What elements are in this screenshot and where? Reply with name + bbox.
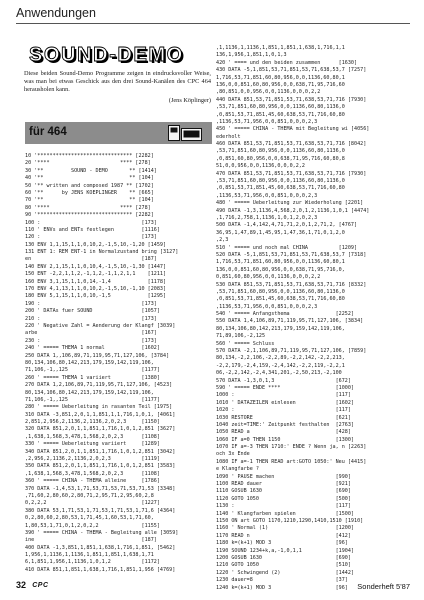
listing-line: 470 DATA 851,53,71,851,53,71,638,53,71,716 [7930] bbox=[216, 170, 367, 177]
listing-line: 130 ENV 1,1,15,1,1,0,10,2,-1,5,10,-1,20 [1459] bbox=[25, 241, 167, 248]
listing-line: 70 '** ** [104] bbox=[25, 197, 154, 204]
listing-line: ,1,638,1,568,3,478,1,568,2,0,2,3 [1108] bbox=[25, 470, 160, 477]
listing-line: ,0,851,53,71,851,45,60,638,53,71,716,60,80 bbox=[216, 185, 345, 192]
listing-line: e Klangfarbe ? bbox=[216, 466, 259, 473]
listing-line: 36,95,1,47,89,1,45,95,1,47,36,1,71,0,1,2,0 bbox=[216, 229, 345, 236]
listing-line: 1140 ' Klangfarben spielen [1500] bbox=[216, 510, 355, 517]
listing-line: ,71,60,2,80,60,2,80,71,2,95,71,2,95,60,2,8 bbox=[25, 492, 154, 499]
listing-line: 1180 k=(k+1) MOD 3 [96] bbox=[216, 540, 348, 547]
listing-line: 450 ' ===== CHINA - THEMA mit Begleitung wi [4056] bbox=[216, 126, 370, 133]
listing-line: 1020 : [117] bbox=[216, 407, 351, 414]
listing-line: 510 ' ===== und noch mal CHINA [1209] bbox=[216, 244, 358, 251]
listing-line: 230 : [173] bbox=[25, 337, 157, 344]
listing-line: ,53,71,851,60,80,956,0,0,1136,60,80,1136,0 bbox=[216, 178, 345, 185]
listing-line: ,0,851,53,71,851,45,60,638,53,71,716,60,80 bbox=[216, 296, 345, 303]
listing-line: 40 '** ** [104] bbox=[25, 175, 154, 182]
listing-line: 1160 ' Normal (1) [1200] bbox=[216, 525, 355, 532]
listing-line: 190 : [173] bbox=[25, 300, 157, 307]
listing-line: 280 ' ===== Ueberleitung in rasanten Teil [1975] bbox=[25, 404, 173, 411]
listing-line: 0,2,80,60,2,80,53,1,71,45,1,60,53,1,71,60, bbox=[25, 515, 154, 522]
listing-line: 1110 GOSUB 1630 [690] bbox=[216, 488, 351, 495]
listing-line: 1200 GOSUB 1630 [690] bbox=[216, 554, 351, 561]
listing-line: 340 DATA 851,2,0,1,1,851,1,716,1,0,1,2,851 [3042] bbox=[25, 448, 176, 455]
listing-line: ,2,3 bbox=[216, 237, 229, 244]
listing-line: 30 '** SOUND - DEMO ** [1414] bbox=[25, 167, 157, 174]
listing-line: 71,89,106,-2,125 bbox=[216, 333, 266, 340]
listing-line: 90 '******************************* [2282] bbox=[25, 212, 154, 219]
listing-line: ,1136,53,71,956,0,0,851,0,0,0,2,3 bbox=[216, 192, 318, 199]
listing-line: ,1136,53,71,956,0,0,851,0,0,0,2,3 bbox=[216, 303, 318, 310]
listing-line: 1050 READ a [428] bbox=[216, 429, 351, 436]
listing-line: 160 ENV 3,1,15,1,1,0,14,-1,4 [1178] bbox=[25, 278, 167, 285]
listing-line: 51,0,0,956,0,0,1136,0,0,0,2,2 bbox=[216, 163, 305, 170]
listing-line: 430 DATA -5,1,851,53,71,851,53,71,638,53,7 [7257] bbox=[216, 67, 367, 74]
listing-line: 380 DATA 53,1,71,53,1,71,53,1,71,53,1,71,6 [4364] bbox=[25, 507, 176, 514]
listing-line: 1,716,53,71,851,60,80,956,0,0,1136,60,80,1 bbox=[216, 259, 345, 266]
listing-line: 180 ENV 5,1,15,1,1,0,10,-1,5 [1295] bbox=[25, 293, 167, 300]
listing-line: 170 ENV 4,1,13,1,1,0,10,2,-1,5,10,-1,10 [2083] bbox=[25, 286, 167, 293]
listing-line: 350 DATA 851,2,0,1,1,851,1,716,1,0,1,2,851 [3583] bbox=[25, 463, 176, 470]
listing-line: 1000 : [117] bbox=[216, 392, 351, 399]
listing-line: 1,80,53,1,71,0,1,2,0,2,2 [1155] bbox=[25, 522, 160, 529]
listing-line: 570 DATA -1,3,0,1,3 [672] bbox=[216, 377, 351, 384]
page-title: SOUND-DEMO bbox=[29, 44, 184, 66]
listing-line: 400 DATA -1,3,851,1,851,1,638,1,716,1,851, [5462] bbox=[25, 544, 176, 551]
listing-line: 80,134,-2,2,106,-2,2,89,-2,2,142,-2,2,213, bbox=[216, 355, 345, 362]
listing-line: ,1,1136,1,1136,1,851,1,851,1,638,1,716,1,1 bbox=[216, 45, 345, 51]
listing-line: ,53,71,851,60,80,956,0,0,1136,60,80,1136,0 bbox=[216, 288, 345, 295]
listing-line: 530 DATA 851,53,71,851,53,71,638,53,71,716 [8332] bbox=[216, 281, 367, 288]
listing-line: ,2,956,2,1136,2,1136,2,0,2,3 [1119] bbox=[25, 456, 160, 463]
listing-line: 320 DATA 851,2,0,1,1,851,1,716,1,0,1,2,851 [3627] bbox=[25, 426, 176, 433]
listing-line: 460 DATA 851,53,71,851,53,71,638,53,71,716 [8042] bbox=[216, 141, 367, 148]
listing-line: ,1,716,2,758,1,1136,1,0,1,2,0,2,3 bbox=[216, 214, 318, 221]
listing-line: 1040 zeit=TIME:' Zeitpunkt festhalten [2763] bbox=[216, 421, 355, 428]
listing-line: 590 ' ===== ENDE **** [1000] bbox=[216, 384, 355, 391]
listing-line: ederholt bbox=[216, 133, 241, 140]
page-number: 32 bbox=[16, 580, 27, 590]
listing-line: 390 ' ===== CHINA - THEMA - Begleitung alle [3059] bbox=[25, 529, 179, 536]
listing-line: 80,134,106,80,142,213,179,159,142,119,106, bbox=[25, 389, 154, 396]
listing-line: 80,134,106,80,142,213,179,159,142,119,106, bbox=[216, 325, 345, 332]
listing-line: 136,0,0,851,60,80,956,0,0,638,71,95,716,60 bbox=[216, 81, 345, 88]
listing-line: arbe [167] bbox=[25, 330, 157, 337]
listing-line: 06,-2,2,142,-2,4,341,201,-2,50,213,-2,100 bbox=[216, 370, 342, 377]
header-rule bbox=[16, 23, 410, 24]
platform-banner bbox=[25, 122, 212, 144]
listing-line: 71,106,-1,,125 [1177] bbox=[25, 396, 160, 403]
listing-line: 80 '**** **** [278] bbox=[25, 204, 151, 211]
listing-line: 490 DATA -1,3,1136,4,568,2,0,1,2,1136,1,0,1 [4474] bbox=[216, 207, 370, 214]
listing-line: 270 DATA 1,2,106,89,71,119,95,71,127,106, [4523] bbox=[25, 382, 173, 389]
listing-line: 1010 ' DATAZEILEN einlesen [1602] bbox=[216, 399, 355, 406]
listing-line: 220 ' Negative Zahl = Aenderung der Klangf [3039] bbox=[25, 322, 176, 329]
listing-line: ,1,638,1,568,3,478,1,568,2,0,2,3 [1108] bbox=[25, 433, 160, 440]
listing-line: 410 DATA 851,1,851,1,638,1,716,1,851,1,956 [4769] bbox=[25, 566, 176, 573]
listing-line: 520 DATA -5,1,851,53,71,851,53,71,638,53,7 [7318] bbox=[216, 251, 367, 258]
listing-line: 370 DATA -1,4,53,1,71,53,71,53,71,53,71,53 [3348] bbox=[25, 485, 176, 492]
article-intro: Diese beiden Sound-Demo Programme zeigen in eindrucksvoller Weise, was man bei etwas Geschick aus den drei Sound-Kanälen des CPC 464 herausholen kann. bbox=[24, 70, 211, 94]
cpc-computer-icon bbox=[168, 125, 202, 141]
issue-label: Sonderheft 5'87 bbox=[357, 582, 410, 591]
listing-line: 1100 READ dauer [921] bbox=[216, 481, 351, 488]
listing-line: 330 ' ===== Ueberleitung variiert [1289] bbox=[25, 441, 160, 448]
listing-line: 136,0,0,851,60,80,956,0,0,638,71,95,716,0, bbox=[216, 266, 345, 273]
page-footer-left bbox=[16, 580, 49, 594]
listing-line: 100 : [173] bbox=[25, 219, 157, 226]
listing-line: 10 '******************************* [2282] bbox=[25, 153, 154, 159]
listing-line: 60 '** by JENS KOEPLINGER ** [665] bbox=[25, 189, 154, 196]
article-author: (Jens Köplinger) bbox=[168, 97, 211, 104]
listing-line: 550 DATA 1,4,106,89,71,119,95,71,127,106, [3834] bbox=[216, 318, 364, 325]
listing-line: 1080 IF a=-1 THEN READ art:GOTO 1050:' Neu [4415] bbox=[216, 458, 367, 465]
listing-line: 200 ' DATAs fuer SOUND [1057] bbox=[25, 308, 160, 315]
listing-line: -2,2,179,-2,4,159,-2,4,142,-2,2,119,-2,2,1 bbox=[216, 362, 345, 369]
platform-label: für 464 bbox=[29, 126, 67, 138]
listing-line: 6,1,851,1,956,1,1136,1,0,1,2 [1172] bbox=[25, 559, 160, 566]
listing-line: en [187] bbox=[25, 256, 157, 263]
section-title: Anwendungen bbox=[16, 6, 96, 20]
listing-line: ,0,851,60,80,956,0,0,638,71,95,716,60,80,8 bbox=[216, 155, 345, 162]
listing-line: 120 : [173] bbox=[25, 234, 157, 241]
listing-line: 1220 ' Schwingend (2) [1442] bbox=[216, 569, 355, 576]
listing-line: 50 '** written and composed 1987 ** [1702] bbox=[25, 182, 154, 189]
listing-line: 310 DATA -3,851,2,0,1,1,851,1,1,716,1,0,1, [4061] bbox=[25, 411, 176, 418]
listing-line: 136,1,956,1,851,1,0,1,3 bbox=[216, 52, 287, 59]
listing-line: 1060 IF a=0 THEN 1150 [1300] bbox=[216, 436, 355, 443]
listing-line: 1230 dauer=8 [37] bbox=[216, 577, 348, 584]
listing-line: 0,851,60,80,956,0,0,1136,0,0,0,2,2 bbox=[216, 274, 321, 281]
listing-line: 150 ENT -2,2,1,1,2,-1,1,2,-1,1,2,1,1 [1211] bbox=[25, 271, 167, 278]
listing-line: 500 DATA -1,4,142,4,71,71,2,0,1,2,71,2, [4767] bbox=[216, 222, 358, 229]
listing-line: ,0,851,53,71,851,45,60,638,53,71,716,60,80 bbox=[216, 111, 345, 118]
listing-line: 1,716,53,71,851,60,80,956,0,0,1136,60,80,1 bbox=[216, 74, 345, 81]
listing-line: 2,851,2,956,2,1136,2,1136,2,0,2,3 [1150] bbox=[25, 419, 160, 426]
listing-line: 210 : [173] bbox=[25, 315, 157, 322]
magazine-logo: CPC bbox=[32, 581, 49, 589]
listing-line: 540 ' ===== Anfangsthema [2252] bbox=[216, 311, 355, 318]
listing-line: 250 DATA 1,,106,89,71,119,95,71,127,106, [3784] bbox=[25, 352, 170, 359]
listing-line: 110 ' ENVs and ENTs festlegen [1116] bbox=[25, 226, 160, 233]
program-listing-left bbox=[25, 153, 211, 571]
listing-line: och 3x Ende bbox=[216, 451, 250, 458]
listing-line: 360 ' ===== CHINA - THEMA alleine [1786] bbox=[25, 478, 160, 485]
listing-line: 1240 k=(k+1) MOD 3 [96] bbox=[216, 584, 348, 591]
listing-line: 1120 GOTO 1050 [500] bbox=[216, 495, 351, 502]
listing-line: 240 ' ===== THEMA 1 normal [1602] bbox=[25, 345, 160, 352]
listing-line: 1090 ' PAUSE machen [990] bbox=[216, 473, 351, 480]
listing-line: 1,956,1,1136,1,1136,1,851,1,851,1,638,1,71 bbox=[25, 552, 154, 559]
listing-line: 71,106,-1,,125 [1177] bbox=[25, 367, 160, 374]
listing-line: ,1136,53,71,956,0,0,851,0,0,0,2,3 bbox=[216, 118, 318, 125]
listing-line: 140 ENV 2,1,15,1,1,0,10,4,-1,5,10,-1,30 [1447] bbox=[25, 263, 167, 270]
listing-line: 1130 : [117] bbox=[216, 503, 351, 510]
listing-line: 131 ENT 1: REM ENT-1 in Normalzustand bring [3127] bbox=[25, 249, 179, 256]
listing-line: 440 DATA 851,53,71,851,53,71,638,53,71,716 [7930] bbox=[216, 96, 367, 103]
listing-line: ,53,71,851,60,80,956,0,0,1136,60,80,1136,0 bbox=[216, 104, 345, 111]
listing-line: 1030 RESTORE [621] bbox=[216, 414, 351, 421]
listing-line: 260 ' ===== THEMA 1 variiert [1380] bbox=[25, 374, 160, 381]
listing-line: ,53,71,851,60,80,956,0,0,1136,60,80,1136,0 bbox=[216, 148, 345, 155]
listing-line: 20 '**** **** [278] bbox=[25, 160, 151, 167]
listing-line: ,80,851,0,0,956,0,0,1136,0,0,0,2,2 bbox=[216, 89, 321, 96]
listing-line: 1070 IF a=-3 THEN 1710:' ENDE ? Wenn ja, n [2263] bbox=[216, 444, 367, 451]
listing-line: 480 ' ===== Ueberleitung zur Wiederholung [2201] bbox=[216, 200, 364, 207]
listing-line: 570 DATA -2,1,106,89,71,119,95,71,127,106, [7859] bbox=[216, 348, 367, 355]
listing-line: 560 ' ===== Schluss bbox=[216, 340, 275, 347]
listing-line: 1170 READ n [412] bbox=[216, 532, 351, 539]
listing-line: 1210 GOTO 1050 [510] bbox=[216, 562, 351, 569]
listing-line: 80,134,106,80,142,213,179,159,142,119,106, bbox=[25, 359, 154, 366]
listing-line: ine [187] bbox=[25, 537, 157, 544]
listing-line: 1150 ON art GOTO 1170,1210,1290,1410,1510 [1910] bbox=[216, 518, 364, 524]
listing-line: 420 ' ==== und den beiden zusammen [1630] bbox=[216, 59, 358, 66]
listing-line: 0,2,2,2 [1227] bbox=[25, 500, 160, 507]
listing-line: 1190 SOUND 1234+k,a,-1,0,1,1 [1904] bbox=[216, 547, 355, 554]
